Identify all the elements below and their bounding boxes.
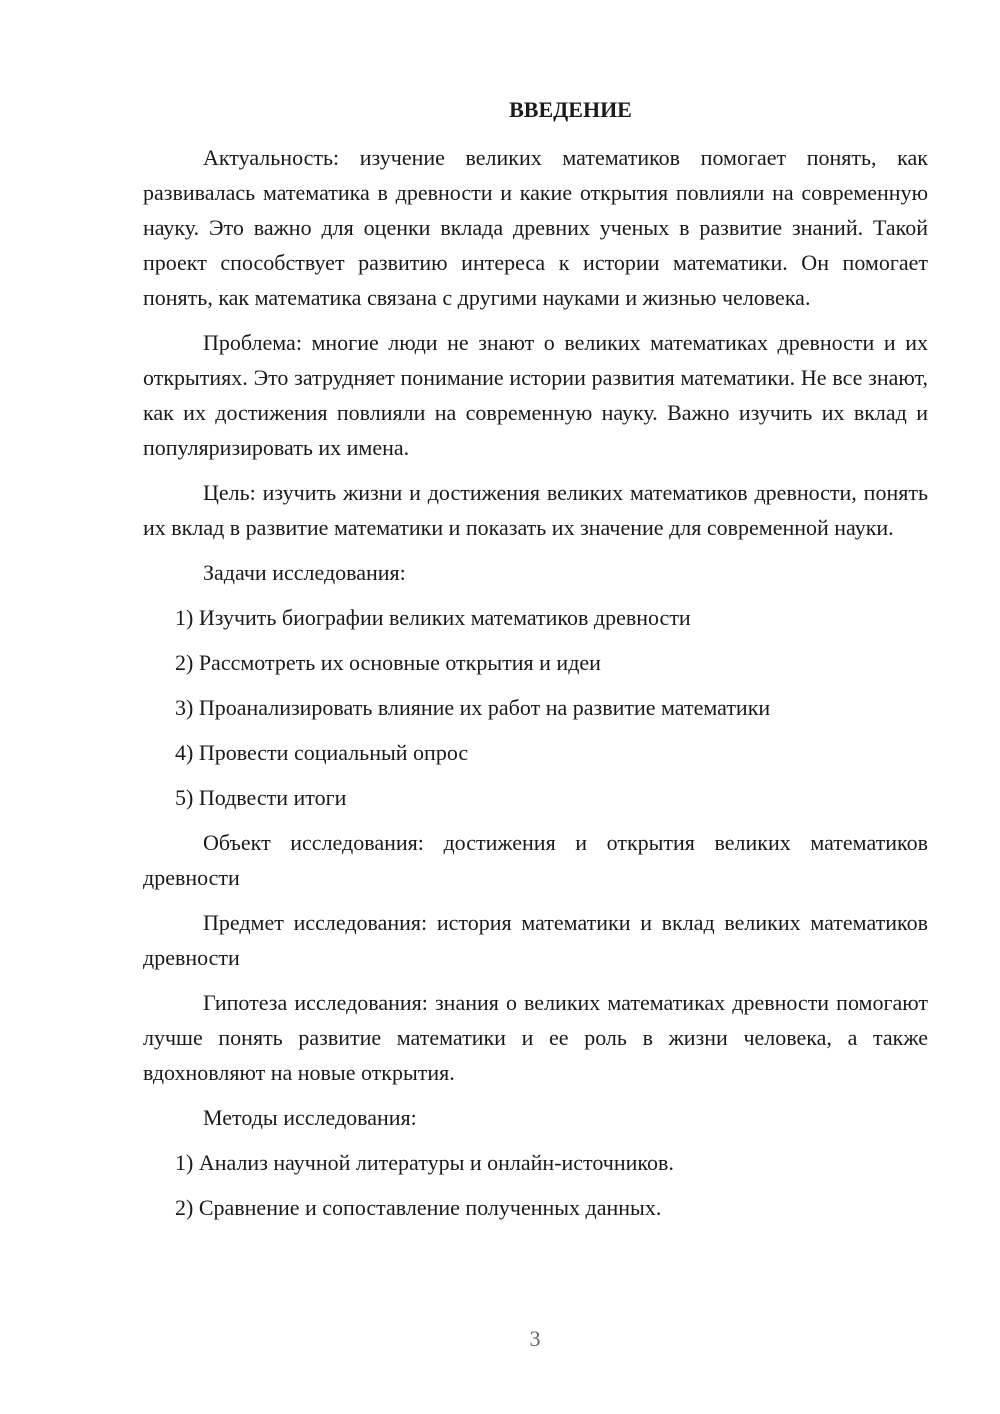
methods-heading: Методы исследования: [203, 1105, 417, 1130]
task-item-1: 1) Изучить биографии великих математиков древности [175, 605, 691, 630]
method-item-1: 1) Анализ научной литературы и онлайн-источников. [175, 1150, 674, 1175]
problem-paragraph: Проблема: многие люди не знают о великих математиках древности и их открытиях. Это затрудняет понимание истории развития математики. Не все знают, как их достижения повлияли на современную науку. Важно изучить их вклад и популяризировать их имена. [143, 330, 928, 460]
subject-paragraph: Предмет исследования: история математики и вклад великих математиков древности [143, 910, 928, 970]
goal-paragraph: Цель: изучить жизни и достижения великих математиков древности, понять их вклад в развитие математики и показать их значение для современной науки. [143, 480, 928, 540]
method-item-2: 2) Сравнение и сопоставление полученных данных. [175, 1195, 662, 1220]
relevance-paragraph: Актуальность: изучение великих математиков помогает понять, как развивалась математика в древности и какие открытия повлияли на современную науку. Это важно для оценки вклада древних ученых в развитие знаний. Такой проект способствует развитию интереса к истории математики. Он помогает понять, как математика связана с другими науками и жизнью человека. [143, 145, 928, 310]
task-item-3: 3) Проанализировать влияние их работ на развитие математики [175, 695, 771, 720]
tasks-heading: Задачи исследования: [203, 560, 406, 585]
section-title: ВВЕДЕНИЕ [509, 97, 632, 122]
task-item-5: 5) Подвести итоги [175, 785, 347, 810]
task-item-4: 4) Провести социальный опрос [175, 740, 469, 765]
task-item-2: 2) Рассмотреть их основные открытия и идеи [175, 650, 601, 675]
page-number: 3 [529, 1326, 541, 1351]
hypothesis-paragraph: Гипотеза исследования: знания о великих математиках древности помогают лучше понять развитие математики и ее роль в жизни человека, а также вдохновляют на новые открытия. [143, 990, 928, 1085]
document-page [143, 92, 928, 1225]
object-paragraph: Объект исследования: достижения и открытия великих математиков древности [143, 830, 928, 890]
